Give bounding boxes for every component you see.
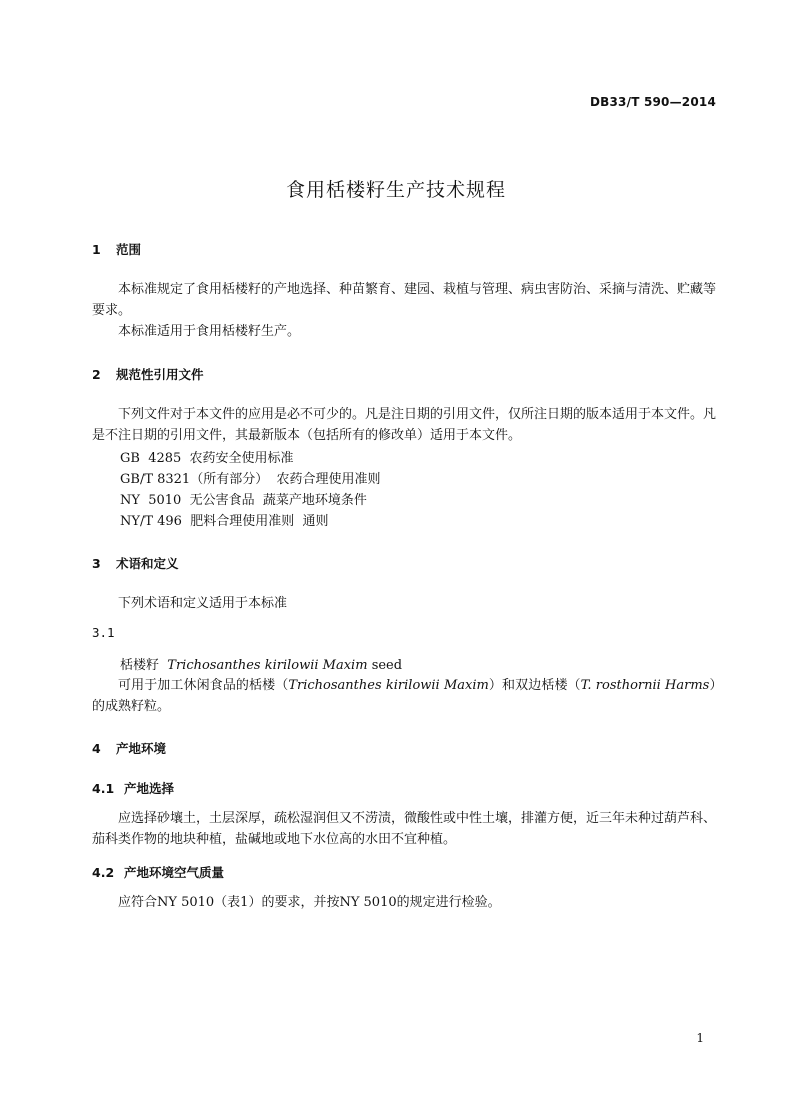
definition-latin-1: Trichosanthes kirilowii Maxim xyxy=(288,678,489,693)
section-1-heading xyxy=(92,240,141,258)
section-2-paragraph-1: 下列文件对于本文件的应用是必不可少的。凡是注日期的引用文件，仅所注日期的版本适用于本文件。凡是不注日期的引用文件，其最新版本（包括所有的修改单）适用于本文件。 xyxy=(92,407,717,443)
section-1-paragraph-2: 本标准适用于食用栝楼籽生产。 xyxy=(118,324,301,339)
section-3-paragraph-1: 下列术语和定义适用于本标准 xyxy=(118,596,288,611)
subsection-title: 产地环境空气质量 xyxy=(124,865,225,880)
subsection-title: 产地选择 xyxy=(124,781,175,796)
reference-item: NY 5010 无公害食品 蔬菜产地环境条件 xyxy=(120,493,367,508)
definition-text-c: ）的成熟籽粒。 xyxy=(92,678,716,714)
subsection-4-1-paragraph: 应选择砂壤土，土层深厚，疏松湿润但又不涝渍，微酸性或中性土壤，排灌方便，近三年未种过葫芦科、茄科类作物的地块种植，盐碱地或地下水位高的水田不宜种植。 xyxy=(92,811,717,847)
document-title: 食用栝楼籽生产技术规程 xyxy=(285,179,506,201)
reference-item: NY/T 496 肥料合理使用准则 通则 xyxy=(120,514,329,529)
subsection-4-2-heading xyxy=(92,863,224,881)
section-title: 术语和定义 xyxy=(116,556,179,571)
reference-item: GB 4285 农药安全使用标准 xyxy=(120,451,294,466)
subsection-number: 4.2 xyxy=(92,865,115,880)
subsection-number: 4.1 xyxy=(92,781,115,796)
subsection-4-1-heading xyxy=(92,779,174,797)
section-number: 4 xyxy=(92,741,101,756)
section-title: 规范性引用文件 xyxy=(116,367,204,382)
section-1-paragraph-1: 本标准规定了食用栝楼籽的产地选择、种苗繁育、建园、栽植与管理、病虫害防治、采摘与清洗、贮藏等要求。 xyxy=(92,282,717,318)
standard-code: DB33/T 590—2014 xyxy=(590,95,716,109)
section-title: 产地环境 xyxy=(116,741,167,756)
section-title: 范围 xyxy=(116,242,142,257)
subsection-3-1-number: 3.1 xyxy=(92,625,115,640)
section-number: 2 xyxy=(92,367,101,382)
definition-text-a: 可用于加工休闲食品的栝楼（ xyxy=(118,678,289,693)
section-3-heading xyxy=(92,554,179,572)
term-english: seed xyxy=(371,658,403,673)
term-chinese: 栝楼籽 xyxy=(120,658,160,673)
section-2-heading xyxy=(92,365,204,383)
reference-item: GB/T 8321（所有部分） 农药合理使用准则 xyxy=(120,472,381,487)
section-number: 1 xyxy=(92,242,101,257)
subsection-4-2-paragraph: 应符合NY 5010（表1）的要求，并按NY 5010的规定进行检验。 xyxy=(118,895,501,910)
definition-text-b: ）和双边栝楼（ xyxy=(488,678,581,693)
section-4-heading xyxy=(92,739,166,757)
term-entry xyxy=(120,654,402,673)
term-latin: Trichosanthes kirilowii Maxim xyxy=(167,658,368,673)
term-definition xyxy=(92,675,716,717)
section-number: 3 xyxy=(92,556,101,571)
definition-latin-2: T. rosthornii Harms xyxy=(580,678,710,693)
page-number: 1 xyxy=(696,1031,704,1045)
